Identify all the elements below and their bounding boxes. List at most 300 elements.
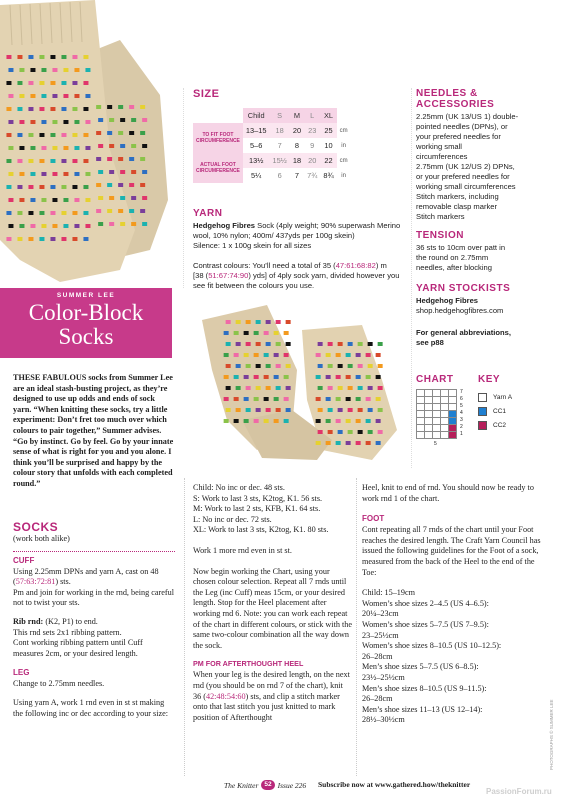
- colour-block: [358, 430, 363, 434]
- colour-block: [6, 81, 11, 85]
- colour-block: [74, 224, 79, 228]
- yarn-desc: Sock (4ply weight; 90% superwash Merino wool, 10% nylon; 400m/ 437yds per 100g skein): [193, 221, 401, 240]
- key-swatch: [478, 393, 487, 402]
- colour-block: [336, 397, 341, 401]
- socks-section: [13, 520, 175, 719]
- colour-block: [254, 397, 259, 401]
- colour-block: [276, 364, 281, 368]
- sock-illustration-pair: [182, 300, 412, 465]
- colour-block: [96, 105, 101, 109]
- key-swatch: [478, 407, 487, 416]
- colour-block: [326, 353, 331, 357]
- colour-block: [266, 320, 271, 324]
- yarn-section: [193, 208, 405, 291]
- colour-block: [19, 120, 24, 124]
- colour-block: [140, 105, 145, 109]
- column-2: [193, 483, 353, 723]
- colour-block: [338, 430, 343, 434]
- colour-block: [17, 211, 22, 215]
- colour-block: [61, 133, 66, 137]
- colour-block: [236, 386, 241, 390]
- colour-block: [378, 386, 383, 390]
- colour-block: [17, 81, 22, 85]
- size-cell: 20: [304, 153, 320, 168]
- size-unit: cm: [339, 157, 348, 164]
- colour-block: [28, 107, 33, 111]
- colour-block: [83, 55, 88, 59]
- colour-block: [266, 408, 271, 412]
- size-cell: 10: [320, 138, 336, 153]
- colour-block: [72, 237, 77, 241]
- colour-block: [368, 408, 373, 412]
- foot-size: 26–28cm: [362, 651, 393, 661]
- colour-block: [140, 183, 145, 187]
- colour-block: [142, 144, 147, 148]
- colour-block: [244, 419, 249, 423]
- column-divider: [356, 478, 357, 776]
- colour-block: [118, 183, 123, 187]
- foot-heading: FOOT: [362, 514, 385, 524]
- colour-block: [39, 81, 44, 85]
- footer-subscribe: Subscribe now at www.gathered.how/theknitter: [318, 780, 471, 789]
- colour-block: [17, 107, 22, 111]
- colour-block: [348, 364, 353, 368]
- colour-block: [74, 68, 79, 72]
- colour-block: [6, 133, 11, 137]
- colour-block: [17, 55, 22, 59]
- colour-block: [254, 353, 259, 357]
- colour-block: [254, 375, 259, 379]
- colour-block: [120, 196, 125, 200]
- colour-block: [30, 146, 35, 150]
- cuff-join: Pm and join for working in the rnd, being careful not to twist your sts.: [13, 587, 174, 608]
- foot-size: Child: 15–19cm: [362, 588, 415, 598]
- colour-block: [107, 157, 112, 161]
- colour-block: [19, 172, 24, 176]
- colour-block: [244, 397, 249, 401]
- pm-heading: PM FOR AFTERTHOUGHT HEEL: [193, 659, 304, 669]
- colour-block: [118, 131, 123, 135]
- colour-block: [326, 441, 331, 445]
- tension-line: the round on 2.75mm: [416, 253, 489, 262]
- foot-size: Women’s shoe sizes 8–10.5 (US 10–12.5):: [362, 641, 502, 651]
- needles-line: circumferences: [416, 152, 468, 161]
- colour-block: [378, 408, 383, 412]
- leg-change: Change to 2.75mm needles.: [13, 679, 105, 689]
- colour-block: [254, 331, 259, 335]
- colour-block: [326, 419, 331, 423]
- chart-row-number: 5: [460, 403, 463, 409]
- colour-block: [356, 375, 361, 379]
- chart-cell: [448, 431, 457, 439]
- column-divider: [411, 88, 412, 468]
- colour-block: [83, 133, 88, 137]
- colour-block: [17, 159, 22, 163]
- colour-block: [85, 146, 90, 150]
- colour-block: [236, 408, 241, 412]
- colour-block: [368, 430, 373, 434]
- foot-size: 28½–30½cm: [362, 715, 405, 725]
- colour-block: [366, 375, 371, 379]
- colour-block: [376, 353, 381, 357]
- colour-block: [107, 183, 112, 187]
- size-cell: 7: [269, 138, 289, 153]
- foot-size: 23½–25½cm: [362, 672, 405, 682]
- colour-block: [96, 157, 101, 161]
- colour-block: [85, 94, 90, 98]
- colour-block: [50, 159, 55, 163]
- colour-block: [61, 237, 66, 241]
- colour-block: [83, 211, 88, 215]
- colour-block: [234, 397, 239, 401]
- colour-block: [266, 386, 271, 390]
- colour-block: [72, 107, 77, 111]
- colour-block: [61, 185, 66, 189]
- colour-block: [266, 342, 271, 346]
- colour-block: [109, 144, 114, 148]
- colour-block: [328, 364, 333, 368]
- colour-block: [246, 386, 251, 390]
- needles-line: your prefered needles for: [416, 132, 501, 141]
- colour-block: [318, 364, 323, 368]
- chart-row-number: 7: [460, 389, 463, 395]
- colour-block: [8, 120, 13, 124]
- contrast-sizes: 47:61:68:82: [335, 261, 376, 270]
- colour-block: [19, 68, 24, 72]
- colour-block: [286, 342, 291, 346]
- colour-block: [131, 118, 136, 122]
- colour-block: [61, 81, 66, 85]
- colour-block: [378, 342, 383, 346]
- colour-block: [107, 131, 112, 135]
- colour-block: [284, 375, 289, 379]
- colour-block: [376, 419, 381, 423]
- colour-block: [338, 364, 343, 368]
- size-unit: cm: [339, 127, 348, 134]
- colour-block: [236, 342, 241, 346]
- foot-sizes-list: [362, 588, 542, 726]
- colour-block: [142, 222, 147, 226]
- needles-line: removable clasp marker: [416, 202, 498, 211]
- leg-heading: LEG: [13, 668, 30, 678]
- needles-line: 2.25mm (UK 13/US 1) double-: [416, 112, 519, 121]
- colour-block: [83, 107, 88, 111]
- footer: [0, 774, 566, 800]
- colour-block: [72, 55, 77, 59]
- colour-block: [129, 183, 134, 187]
- colour-block: [39, 133, 44, 137]
- colour-block: [30, 68, 35, 72]
- colour-block: [328, 408, 333, 412]
- colour-block: [61, 211, 66, 215]
- colour-block: [30, 224, 35, 228]
- yarn-heading: YARN: [193, 208, 223, 219]
- size-table: [193, 108, 351, 183]
- foot-size: Men’s shoe sizes 5–7.5 (US 6–8.5):: [362, 662, 479, 672]
- colour-block: [50, 237, 55, 241]
- colour-block: [109, 222, 114, 226]
- colour-block: [286, 320, 291, 324]
- foot-size: 23–25½cm: [362, 630, 399, 640]
- colour-block: [246, 342, 251, 346]
- colour-block: [63, 224, 68, 228]
- colour-block: [318, 342, 323, 346]
- colour-block: [120, 222, 125, 226]
- colour-block: [226, 386, 231, 390]
- colour-block: [41, 68, 46, 72]
- colour-block: [8, 94, 13, 98]
- colour-block: [224, 353, 229, 357]
- colour-block: [256, 386, 261, 390]
- colour-block: [348, 386, 353, 390]
- needles-line: Stitch markers, including: [416, 192, 499, 201]
- colour-block: [19, 224, 24, 228]
- colour-block: [63, 172, 68, 176]
- colour-block: [264, 419, 269, 423]
- colour-block: [120, 170, 125, 174]
- pattern-title-line1: Color-Block: [28, 300, 144, 325]
- colour-block: [328, 386, 333, 390]
- colour-block: [358, 408, 363, 412]
- colour-block: [256, 320, 261, 324]
- socks-heading: SOCKS: [13, 520, 59, 534]
- colour-block: [41, 146, 46, 150]
- colour-block: [96, 209, 101, 213]
- colour-block: [348, 430, 353, 434]
- footer-issue: [224, 780, 306, 790]
- colour-block: [366, 397, 371, 401]
- tension-line: 36 sts to 10cm over patt in: [416, 243, 506, 252]
- colour-block: [284, 397, 289, 401]
- colour-block: [346, 441, 351, 445]
- colour-block: [39, 55, 44, 59]
- colour-block: [140, 209, 145, 213]
- colour-block: [264, 397, 269, 401]
- colour-block: [284, 331, 289, 335]
- heel-text: Heel, knit to end of rnd. You should now be ready to work rnd 1 of the chart.: [362, 483, 534, 503]
- colour-block: [326, 375, 331, 379]
- colour-block: [17, 133, 22, 137]
- colour-block: [19, 146, 24, 150]
- size-cell: 5¼: [243, 168, 270, 183]
- colour-block: [256, 342, 261, 346]
- column-divider: [183, 88, 184, 288]
- size-instruction: M: Work to last 2 sts, KFB, K1. 64 sts.: [193, 504, 321, 514]
- chart-instructions: Now begin working the Chart, using your chosen colour selection. Repeat all 7 rnds until the Leg (inc Cuff) meas 15cm, or your desired length. Stop for the Heel placement after working rnd 6. Note: you can work each repeat of the chart in different colours, or stick with the same two-colour combination all the way down the sock.: [193, 566, 353, 650]
- size-cell: 23: [304, 123, 320, 138]
- colour-block: [107, 209, 112, 213]
- colour-block: [30, 94, 35, 98]
- pattern-title-line2: Socks: [58, 324, 114, 349]
- colour-block: [19, 94, 24, 98]
- colour-block: [107, 105, 112, 109]
- colour-block: [61, 55, 66, 59]
- foot-size: Men’s shoe sizes 11–13 (US 12–14):: [362, 704, 483, 714]
- column-divider: [184, 478, 185, 776]
- colour-block: [286, 386, 291, 390]
- colour-block: [246, 320, 251, 324]
- colour-block: [142, 170, 147, 174]
- colour-block: [356, 397, 361, 401]
- colour-block: [74, 172, 79, 176]
- colour-block: [348, 408, 353, 412]
- colour-block: [366, 441, 371, 445]
- size-col-child: Child: [243, 108, 270, 123]
- footer-mag: The Knitter: [224, 780, 259, 790]
- foot-text: Cont repeating all 7 rnds of the chart until your Foot reaches the desired length. The Craft Yarn Council has issued the following guidelines for the Foot of a sock, measured from the back of the Heel to the end of the Toe:: [362, 525, 541, 577]
- colour-block: [72, 81, 77, 85]
- colour-block: [358, 386, 363, 390]
- colour-block: [274, 331, 279, 335]
- contrast-text: Contrast colours: You’ll need a total of 35 (: [193, 261, 336, 270]
- sock-illustration-main: [0, 0, 175, 285]
- chart-row-number: 1: [460, 431, 463, 437]
- colour-block: [30, 120, 35, 124]
- colour-block: [28, 81, 33, 85]
- colour-block: [109, 170, 114, 174]
- colour-block: [41, 120, 46, 124]
- colour-block: [41, 224, 46, 228]
- needles-heading2: ACCESSORIES: [416, 99, 495, 110]
- key-label: CC2: [493, 421, 507, 429]
- leg-work: Using yarn A, work 1 rnd even in st st making the following inc or dec according to your size:: [13, 697, 169, 718]
- colour-block: [376, 375, 381, 379]
- colour-block: [50, 107, 55, 111]
- colour-block: [28, 185, 33, 189]
- colour-block: [63, 120, 68, 124]
- colour-block: [131, 196, 136, 200]
- cuff-text: Using 2.25mm DPNs and yarn A, cast on 48 (: [13, 566, 159, 587]
- colour-block: [286, 364, 291, 368]
- size-instruction: XL: Work to last 3 sts, K2tog, K1. 80 sts.: [193, 525, 329, 535]
- chart-col-label: 5: [434, 441, 437, 447]
- colour-block: [63, 146, 68, 150]
- rib-continue: Cont working ribbing pattern until Cuff measures 2cm, or your desired length.: [13, 638, 143, 658]
- colour-block: [378, 430, 383, 434]
- colour-block: [274, 375, 279, 379]
- colour-block: [336, 375, 341, 379]
- colour-block: [74, 198, 79, 202]
- pm-text-end: ) sts, and clip a stitch marker onto that last stitch you just knitted to mark position of Afterthought: [193, 691, 340, 722]
- colour-block: [244, 375, 249, 379]
- size-cell: 8: [290, 138, 304, 153]
- colour-block: [284, 419, 289, 423]
- size-col-l: L: [304, 108, 320, 123]
- colour-block: [28, 211, 33, 215]
- colour-block: [274, 353, 279, 357]
- colour-block: [318, 386, 323, 390]
- colour-block: [39, 237, 44, 241]
- key-item: [478, 404, 558, 418]
- colour-block: [316, 441, 321, 445]
- colour-block: [118, 209, 123, 213]
- colour-block: [41, 172, 46, 176]
- colour-block: [96, 183, 101, 187]
- size-col-xl: XL: [320, 108, 336, 123]
- colour-block: [83, 159, 88, 163]
- colour-block: [224, 375, 229, 379]
- colour-block: [129, 157, 134, 161]
- colour-block: [234, 419, 239, 423]
- foot-size: Men’s shoe sizes 8–10.5 (US 9–11.5):: [362, 683, 487, 693]
- foot-size: Women’s shoe sizes 2–4.5 (US 4–6.5):: [362, 598, 489, 608]
- colour-block: [8, 224, 13, 228]
- colour-block: [129, 209, 134, 213]
- colour-block: [30, 198, 35, 202]
- colour-block: [85, 120, 90, 124]
- colour-block: [39, 185, 44, 189]
- colour-block: [142, 118, 147, 122]
- intro-lead: THESE FABULOUS: [13, 373, 87, 382]
- needles-heading1: NEEDLES &: [416, 88, 478, 99]
- colour-block: [17, 237, 22, 241]
- colour-block: [266, 364, 271, 368]
- intro-text: socks from Summer Lee are an ideal stash-busting project, as they’re designed to use up odds and ends of sock yarn. “When knitting these socks, try a little experiment: Don’t fret too much over which colours to pair together,” Summer advises. “Go by instinct. Go by feel. Go by your innate sense of what is right for you and you alone. I think you’ll be surprised and happy by the colour story that unfolds with each completed round.”: [13, 373, 174, 488]
- contrast-yds-sizes: 51:67:74:90: [208, 271, 249, 280]
- colour-block: [118, 157, 123, 161]
- size-cell: 20: [290, 123, 304, 138]
- size-cell: 18: [290, 153, 304, 168]
- colour-block: [8, 172, 13, 176]
- colour-block: [246, 364, 251, 368]
- colour-block: [326, 397, 331, 401]
- key-heading: KEY: [478, 374, 501, 385]
- colour-block: [328, 430, 333, 434]
- size-cell: 25: [320, 123, 336, 138]
- colour-block: [6, 185, 11, 189]
- cuff-heading: CUFF: [13, 555, 35, 565]
- size-cell: 18: [269, 123, 289, 138]
- colour-block: [226, 408, 231, 412]
- size-cell: 22: [320, 153, 336, 168]
- colour-block: [234, 331, 239, 335]
- colour-block: [318, 430, 323, 434]
- colour-block: [30, 172, 35, 176]
- colour-block: [224, 397, 229, 401]
- colour-block: [316, 375, 321, 379]
- colour-block: [120, 144, 125, 148]
- colour-block: [234, 375, 239, 379]
- colour-block: [264, 331, 269, 335]
- needles-list: [416, 112, 561, 222]
- size-col-m: M: [290, 108, 304, 123]
- colour-block: [378, 364, 383, 368]
- author-name: SUMMER LEE: [56, 292, 116, 299]
- colour-block: [234, 353, 239, 357]
- needles-line: 2.75mm (UK 12/US 2) DPNs,: [416, 162, 515, 171]
- colour-block: [61, 107, 66, 111]
- needles-line: working small circumferences: [416, 182, 516, 191]
- colour-block: [52, 94, 57, 98]
- colour-block: [276, 342, 281, 346]
- colour-block: [85, 172, 90, 176]
- key-item: [478, 418, 558, 432]
- pm-sizes: 42:48:54:60: [205, 691, 246, 701]
- colour-block: [348, 342, 353, 346]
- colour-block: [276, 320, 281, 324]
- needles-line: or your prefered needles for: [416, 172, 510, 181]
- colour-block: [63, 68, 68, 72]
- size-unit: in: [341, 172, 346, 179]
- colour-block: [28, 133, 33, 137]
- work-more-rnd: Work 1 more rnd even in st st.: [193, 545, 292, 555]
- tension-heading: TENSION: [416, 230, 464, 241]
- row-label-fit: TO FIT FOOT CIRCUMFERENCE: [193, 123, 243, 153]
- colour-block: [276, 386, 281, 390]
- size-instruction: S: Work to last 3 sts, K2tog, K1. 56 sts.: [193, 493, 323, 503]
- colour-block: [83, 81, 88, 85]
- colour-block: [72, 133, 77, 137]
